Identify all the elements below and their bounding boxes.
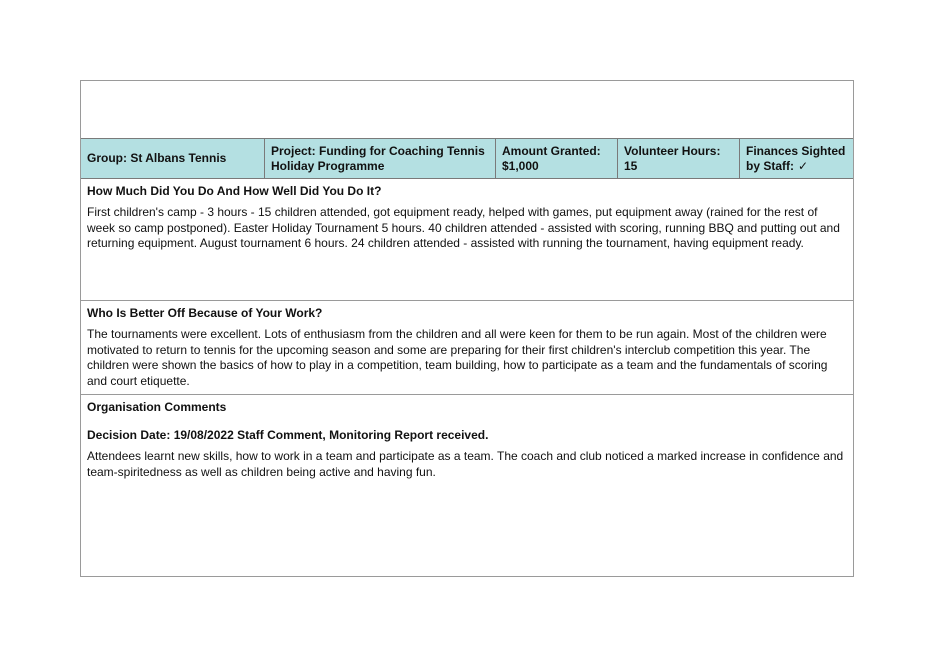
section-body: The tournaments were excellent. Lots of enthusiasm from the children and all were keen for them to be run again. Most of the children were motivated to return to tennis for the upcoming season and some are preparing for their first children's interclub competition this year. The children were shown the basics of how to play in a competition, team building, how to participate as a team and the fundamentals of scoring and court etiquette. [87,327,828,388]
project-cell [265,139,496,178]
section-title: How Much Did You Do And How Well Did You Do It? [87,184,382,198]
finances-label [746,144,847,174]
amount-cell [496,139,618,178]
volunteer-hours-label: Volunteer Hours: 15 [624,143,721,173]
volunteer-hours-cell [618,139,740,178]
section-title: Organisation Comments [87,400,227,414]
section-organisation-comments [81,395,853,578]
group-label: Group: St Albans Tennis [87,151,227,165]
finances-text: Finances Sighted by Staff: [746,143,846,173]
blank-header-area [81,81,853,139]
section-better-off [81,301,853,395]
report-table [80,80,854,577]
decision-date: Decision Date: 19/08/2022 Staff Comment, Monitoring Report received. [87,428,489,442]
project-label: Project: Funding for Coaching Tennis Holiday Programme [271,143,485,173]
group-cell [81,139,265,178]
section-body: Attendees learnt new skills, how to work in a team and participate as a team. The coach and club noticed a marked increase in confidence and team-spiritedness as well as children being active and having fun. [87,449,844,479]
finances-cell [740,139,853,178]
checkmark-icon: ✓ [798,158,809,173]
section-body: First children's camp - 3 hours - 15 children attended, got equipment ready, helped with games, put equipment away (rained for the rest of week so camp postponed). Easter Holiday Tournament 5 hours. 40 children attended - assisted with scoring, running BBQ and putting out and returning equipment. August tournament 6 hours. 24 children attended - assisted with running the tournament, having equipment ready. [87,205,840,250]
section-how-much [81,179,853,301]
summary-header-row [81,139,853,179]
amount-label: Amount Granted: $1,000 [502,143,601,173]
section-title: Who Is Better Off Because of Your Work? [87,306,323,320]
